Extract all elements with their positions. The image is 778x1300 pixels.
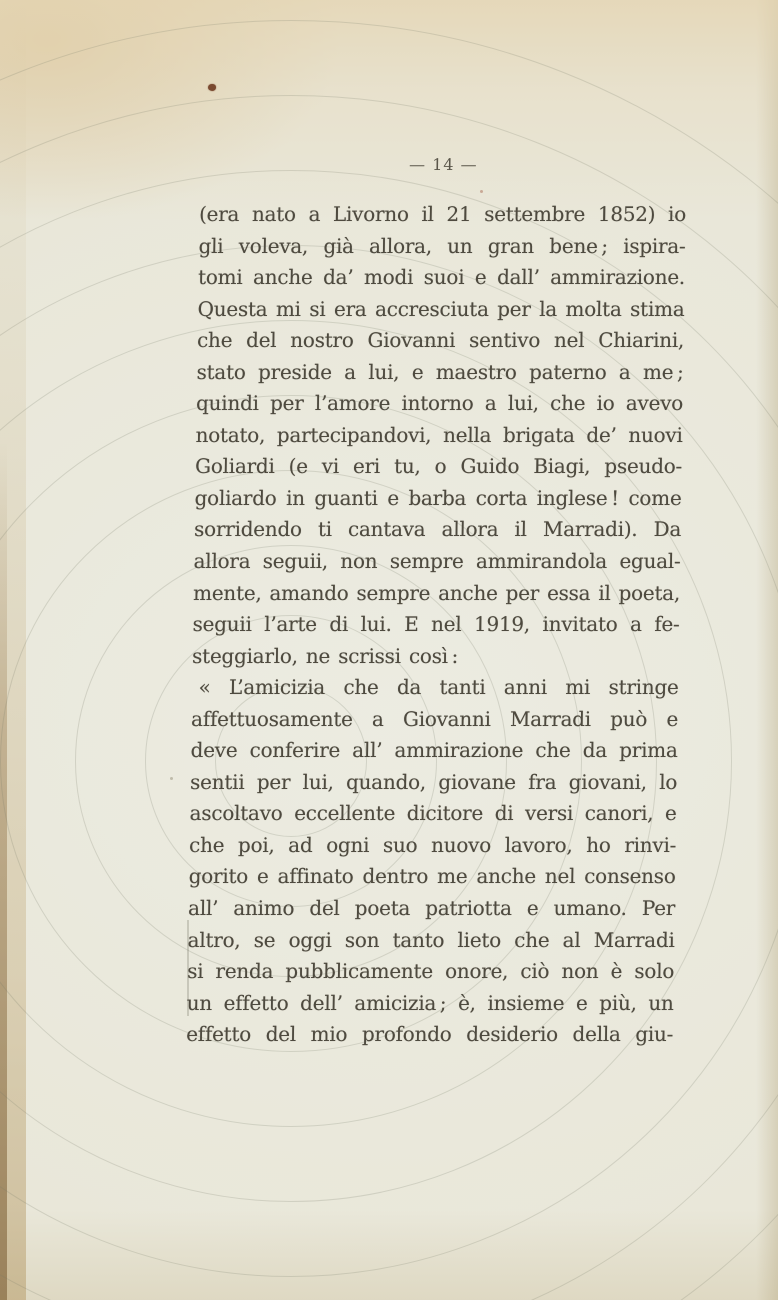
paper-speck <box>170 777 173 780</box>
text-line: stato preside a lui, e maestro paterno a me ; <box>196 359 684 384</box>
text-line: mente, amando sempre anche per essa il poeta, <box>192 580 681 605</box>
text-line: affettuosamente a Giovanni Marradi può e <box>190 706 679 731</box>
text-line: effetto del mio profondo desiderio della giu- <box>185 1022 674 1047</box>
text-line: si renda pubblicamente onore, ciò non è solo <box>186 959 675 984</box>
page-number: — 14 — <box>408 155 478 174</box>
text-line: sorridendo ti cantava allora il Marradi). Da <box>193 517 682 542</box>
text-line: Goliardi (e vi eri tu, o Guido Biagi, pseudo- <box>194 454 683 479</box>
text-line: tomi anche da’ modi suoi e dall’ ammirazione. <box>197 265 686 290</box>
text-line: Questa mi si era accresciuta per la molta stima <box>197 296 685 321</box>
text-line: un effetto dell’ amicizia ; è, insieme e più, un <box>186 990 674 1015</box>
text-line: altro, se oggi son tanto lieto che al Marradi <box>187 927 675 952</box>
page-gutter-edge <box>0 442 7 1300</box>
text-line: allora seguii, non sempre ammirandola egual- <box>193 549 681 574</box>
text-line: deve conferire all’ ammirazione che da prima <box>190 738 678 763</box>
text-line: che del nostro Giovanni sentivo nel Chiarini, <box>196 328 685 353</box>
text-line: « L’amicizia che da tanti anni mi stringe <box>198 675 679 700</box>
text-block <box>186 199 686 1051</box>
text-content <box>185 155 687 1047</box>
text-line: notato, partecipandovi, nella brigata de’ nuovi <box>195 422 683 447</box>
text-line: che poi, ad ogni suo nuovo lavoro, ho rinvi- <box>188 832 677 857</box>
text-line: (era nato a Livorno il 21 settembre 1852) io <box>198 202 687 226</box>
text-line: gorito e affinato dentro me anche nel consenso <box>188 864 676 889</box>
text-line: goliardo in guanti e barba corta inglese ! come <box>194 485 682 510</box>
paper-speck <box>480 190 483 193</box>
text-line: all’ animo del poeta patriotta e umano. Per <box>187 896 676 921</box>
text-line: ascoltavo eccellente dicitore di versi canori, e <box>189 801 677 826</box>
text-line: gli voleva, già allora, un gran bene ; ispira- <box>198 233 686 258</box>
text-line: seguii l’arte di lui. E nel 1919, invitato a fe- <box>192 612 680 637</box>
ink-spot <box>208 84 216 91</box>
text-line: quindi per l’amore intorno a lui, che io avevo <box>195 391 684 416</box>
text-line: sentii per lui, quando, giovane fra giovani, lo <box>189 769 678 794</box>
text-line: steggiarlo, ne scrissi così : <box>191 643 459 668</box>
page-gutter-shading <box>0 0 26 1300</box>
